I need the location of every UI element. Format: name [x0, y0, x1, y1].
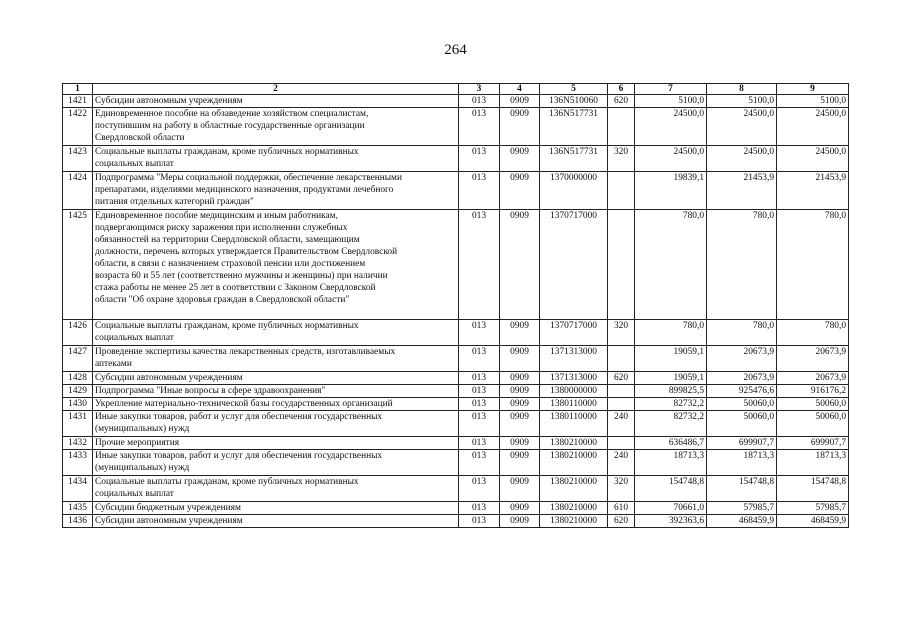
amount-year-1: 392363,6: [635, 515, 707, 528]
target-article-code: 1380210000: [540, 437, 608, 450]
section-code: 0909: [500, 108, 540, 146]
expense-type-code: [608, 172, 635, 210]
table-row: [63, 95, 849, 108]
target-article-code: 1380110000: [540, 398, 608, 411]
amount-year-3: 916176,2: [777, 385, 849, 398]
section-code: 0909: [500, 320, 540, 346]
target-article-code: 1371313000: [540, 346, 608, 372]
amount-year-2: 154748,8: [707, 476, 777, 502]
amount-year-3: 50060,0: [777, 411, 849, 437]
target-article-code: 1371313000: [540, 372, 608, 385]
expense-type-code: 240: [608, 411, 635, 437]
table-row: [63, 346, 849, 372]
ministry-code: 013: [459, 108, 500, 146]
row-name-line: поступившим на работу в областные государственные организации: [95, 121, 365, 131]
amount-year-1: 70661,0: [635, 502, 707, 515]
section-code: 0909: [500, 346, 540, 372]
target-article-code: 1380210000: [540, 450, 608, 476]
section-code: 0909: [500, 450, 540, 476]
ministry-code: 013: [459, 502, 500, 515]
row-number: 1435: [63, 502, 93, 515]
amount-year-2: 57985,7: [707, 502, 777, 515]
amount-year-3: 50060,0: [777, 398, 849, 411]
table-row: [63, 172, 849, 210]
row-name: [93, 172, 459, 210]
amount-year-1: 19839,1: [635, 172, 707, 210]
row-name-line: Субсидии автономным учреждениям: [95, 516, 243, 526]
table-body: [63, 95, 849, 528]
amount-year-2: 50060,0: [707, 398, 777, 411]
header-cell: 5: [540, 84, 608, 95]
row-name-line: Проведение экспертизы качества лекарственных средств, изготавливаемых: [95, 347, 396, 357]
row-name-line: Иные закупки товаров, работ и услуг для обеспечения государственных: [95, 451, 383, 461]
row-number: 1432: [63, 437, 93, 450]
expense-type-code: 620: [608, 515, 635, 528]
header-cell: 7: [635, 84, 707, 95]
row-name: [93, 108, 459, 146]
amount-year-2: 18713,3: [707, 450, 777, 476]
row-name: [93, 450, 459, 476]
amount-year-2: 925476,6: [707, 385, 777, 398]
row-number: 1421: [63, 95, 93, 108]
amount-year-2: 24500,0: [707, 146, 777, 172]
row-name-line: Субсидии бюджетным учреждениям: [95, 503, 241, 513]
header-cell: 6: [608, 84, 635, 95]
table-row: [63, 372, 849, 385]
target-article-code: 136N510060: [540, 95, 608, 108]
row-name-line: возраста 60 и 55 лет (соответственно мужчины и женщины) при наличии: [95, 271, 388, 281]
row-name-line: социальных выплат: [95, 489, 174, 499]
row-number: 1426: [63, 320, 93, 346]
ministry-code: 013: [459, 385, 500, 398]
row-number: 1429: [63, 385, 93, 398]
row-name: [93, 411, 459, 437]
amount-year-3: 5100,0: [777, 95, 849, 108]
amount-year-2: 50060,0: [707, 411, 777, 437]
section-code: 0909: [500, 210, 540, 320]
row-name-line: Социальные выплаты гражданам, кроме публичных нормативных: [95, 147, 359, 157]
ministry-code: 013: [459, 210, 500, 320]
section-code: 0909: [500, 411, 540, 437]
row-number: 1425: [63, 210, 93, 320]
section-code: 0909: [500, 172, 540, 210]
expense-type-code: 320: [608, 476, 635, 502]
amount-year-3: 154748,8: [777, 476, 849, 502]
row-name-line: Свердловской области: [95, 133, 185, 143]
amount-year-2: 780,0: [707, 210, 777, 320]
row-number: 1431: [63, 411, 93, 437]
ministry-code: 013: [459, 515, 500, 528]
row-number: 1424: [63, 172, 93, 210]
row-name-line: Субсидии автономным учреждениям: [95, 373, 243, 383]
row-number: 1423: [63, 146, 93, 172]
budget-table: [62, 83, 849, 528]
header-cell: 4: [500, 84, 540, 95]
target-article-code: 1380210000: [540, 476, 608, 502]
row-name-line: (муниципальных) нужд: [95, 424, 190, 434]
expense-type-code: [608, 437, 635, 450]
header-cell: 8: [707, 84, 777, 95]
header-row: [63, 84, 849, 95]
expense-type-code: 320: [608, 146, 635, 172]
amount-year-1: 24500,0: [635, 108, 707, 146]
row-name: [93, 476, 459, 502]
ministry-code: 013: [459, 172, 500, 210]
table-row: [63, 385, 849, 398]
table-row: [63, 108, 849, 146]
header-cell: 9: [777, 84, 849, 95]
section-code: 0909: [500, 95, 540, 108]
row-name-line: питания отдельных категорий граждан": [95, 197, 254, 207]
ministry-code: 013: [459, 476, 500, 502]
amount-year-3: 21453,9: [777, 172, 849, 210]
ministry-code: 013: [459, 372, 500, 385]
expense-type-code: [608, 210, 635, 320]
section-code: 0909: [500, 385, 540, 398]
amount-year-1: 780,0: [635, 210, 707, 320]
row-name: [93, 320, 459, 346]
amount-year-3: 780,0: [777, 320, 849, 346]
amount-year-3: 57985,7: [777, 502, 849, 515]
amount-year-3: 20673,9: [777, 346, 849, 372]
row-name-line: Иные закупки товаров, работ и услуг для обеспечения государственных: [95, 412, 383, 422]
table-row: [63, 515, 849, 528]
row-name-line: Прочие мероприятия: [95, 438, 180, 448]
amount-year-1: 899825,5: [635, 385, 707, 398]
amount-year-3: 20673,9: [777, 372, 849, 385]
amount-year-1: 154748,8: [635, 476, 707, 502]
amount-year-2: 468459,9: [707, 515, 777, 528]
expense-type-code: 320: [608, 320, 635, 346]
row-name-line: Подпрограмма "Иные вопросы в сфере здравоохранения": [95, 386, 326, 396]
row-name-line: социальных выплат: [95, 333, 174, 343]
row-name-line: стажа работы не менее 25 лет в соответствии с Законом Свердловской: [95, 283, 376, 293]
row-name: [93, 95, 459, 108]
row-name: [93, 398, 459, 411]
table-row: [63, 450, 849, 476]
expense-type-code: 620: [608, 95, 635, 108]
row-name: [93, 502, 459, 515]
amount-year-1: 82732,2: [635, 398, 707, 411]
row-name: [93, 372, 459, 385]
amount-year-3: 468459,9: [777, 515, 849, 528]
table-row: [63, 476, 849, 502]
ministry-code: 013: [459, 437, 500, 450]
table-row: [63, 411, 849, 437]
expense-type-code: 610: [608, 502, 635, 515]
amount-year-1: 780,0: [635, 320, 707, 346]
amount-year-1: 82732,2: [635, 411, 707, 437]
table-row: [63, 398, 849, 411]
header-cell: 3: [459, 84, 500, 95]
expense-type-code: [608, 108, 635, 146]
row-name-line: области, в связи с назначением страховой пенсии или достижением: [95, 259, 366, 269]
amount-year-2: 24500,0: [707, 108, 777, 146]
row-name-line: (муниципальных) нужд: [95, 463, 190, 473]
target-article-code: 136N517731: [540, 108, 608, 146]
section-code: 0909: [500, 515, 540, 528]
row-number: 1427: [63, 346, 93, 372]
ministry-code: 013: [459, 398, 500, 411]
row-name-line: области "Об охране здоровья граждан в Свердловской области": [95, 295, 350, 305]
target-article-code: 1370717000: [540, 320, 608, 346]
ministry-code: 013: [459, 346, 500, 372]
row-name-line: Единовременное пособие на обзаведение хозяйством специалистам,: [95, 109, 369, 119]
section-code: 0909: [500, 372, 540, 385]
row-name-line: Социальные выплаты гражданам, кроме публичных нормативных: [95, 321, 359, 331]
row-number: 1436: [63, 515, 93, 528]
expense-type-code: [608, 346, 635, 372]
amount-year-1: 636486,7: [635, 437, 707, 450]
amount-year-2: 20673,9: [707, 372, 777, 385]
expense-type-code: 620: [608, 372, 635, 385]
amount-year-3: 24500,0: [777, 146, 849, 172]
table-row: [63, 437, 849, 450]
row-name: [93, 146, 459, 172]
section-code: 0909: [500, 502, 540, 515]
ministry-code: 013: [459, 320, 500, 346]
header-cell: 1: [63, 84, 93, 95]
row-name-line: социальных выплат: [95, 159, 174, 169]
target-article-code: 1380210000: [540, 502, 608, 515]
table-row: [63, 320, 849, 346]
row-name-line: аптеками: [95, 359, 132, 369]
amount-year-3: 699907,7: [777, 437, 849, 450]
amount-year-3: 18713,3: [777, 450, 849, 476]
row-number: 1430: [63, 398, 93, 411]
target-article-code: 1370000000: [540, 172, 608, 210]
row-name: [93, 210, 459, 320]
amount-year-2: 20673,9: [707, 346, 777, 372]
row-name-line: Подпрограмма "Меры социальной поддержки, обеспечение лекарственными: [95, 173, 403, 183]
amount-year-2: 5100,0: [707, 95, 777, 108]
row-name-line: Социальные выплаты гражданам, кроме публичных нормативных: [95, 477, 359, 487]
page-number: 264: [444, 42, 467, 58]
row-name-line: препаратами, изделиями медицинского назначения, продуктами лечебного: [95, 185, 394, 195]
row-number: 1433: [63, 450, 93, 476]
amount-year-1: 24500,0: [635, 146, 707, 172]
expense-type-code: [608, 398, 635, 411]
amount-year-2: 699907,7: [707, 437, 777, 450]
expense-type-code: [608, 385, 635, 398]
amount-year-1: 18713,3: [635, 450, 707, 476]
table-row: [63, 146, 849, 172]
table-row: [63, 502, 849, 515]
row-name-line: должности, перечень которых утверждается Правительством Свердловской: [95, 247, 398, 257]
target-article-code: 1370717000: [540, 210, 608, 320]
amount-year-1: 5100,0: [635, 95, 707, 108]
row-name-line: Укрепление материально-технической базы государственных организаций: [95, 399, 393, 409]
amount-year-2: 21453,9: [707, 172, 777, 210]
target-article-code: 1380110000: [540, 411, 608, 437]
section-code: 0909: [500, 437, 540, 450]
section-code: 0909: [500, 476, 540, 502]
header-cell: 2: [93, 84, 459, 95]
ministry-code: 013: [459, 450, 500, 476]
ministry-code: 013: [459, 146, 500, 172]
row-name-line: обязанностей на территории Свердловской области, замещающим: [95, 235, 360, 245]
row-name-line: подвергающимся риску заражения при исполнении служебных: [95, 223, 348, 233]
row-number: 1422: [63, 108, 93, 146]
amount-year-2: 780,0: [707, 320, 777, 346]
row-name: [93, 515, 459, 528]
ministry-code: 013: [459, 411, 500, 437]
amount-year-3: 780,0: [777, 210, 849, 320]
target-article-code: 136N517731: [540, 146, 608, 172]
ministry-code: 013: [459, 95, 500, 108]
amount-year-3: 24500,0: [777, 108, 849, 146]
section-code: 0909: [500, 398, 540, 411]
target-article-code: 1380000000: [540, 385, 608, 398]
row-name: [93, 437, 459, 450]
amount-year-1: 19059,1: [635, 372, 707, 385]
table-row: [63, 210, 849, 320]
section-code: 0909: [500, 146, 540, 172]
row-name: [93, 346, 459, 372]
expense-type-code: 240: [608, 450, 635, 476]
row-name-line: Субсидии автономным учреждениям: [95, 96, 243, 106]
row-number: 1434: [63, 476, 93, 502]
row-name-line: Единовременное пособие медицинским и иным работникам,: [95, 211, 338, 221]
target-article-code: 1380210000: [540, 515, 608, 528]
row-name: [93, 385, 459, 398]
amount-year-1: 19059,1: [635, 346, 707, 372]
row-number: 1428: [63, 372, 93, 385]
